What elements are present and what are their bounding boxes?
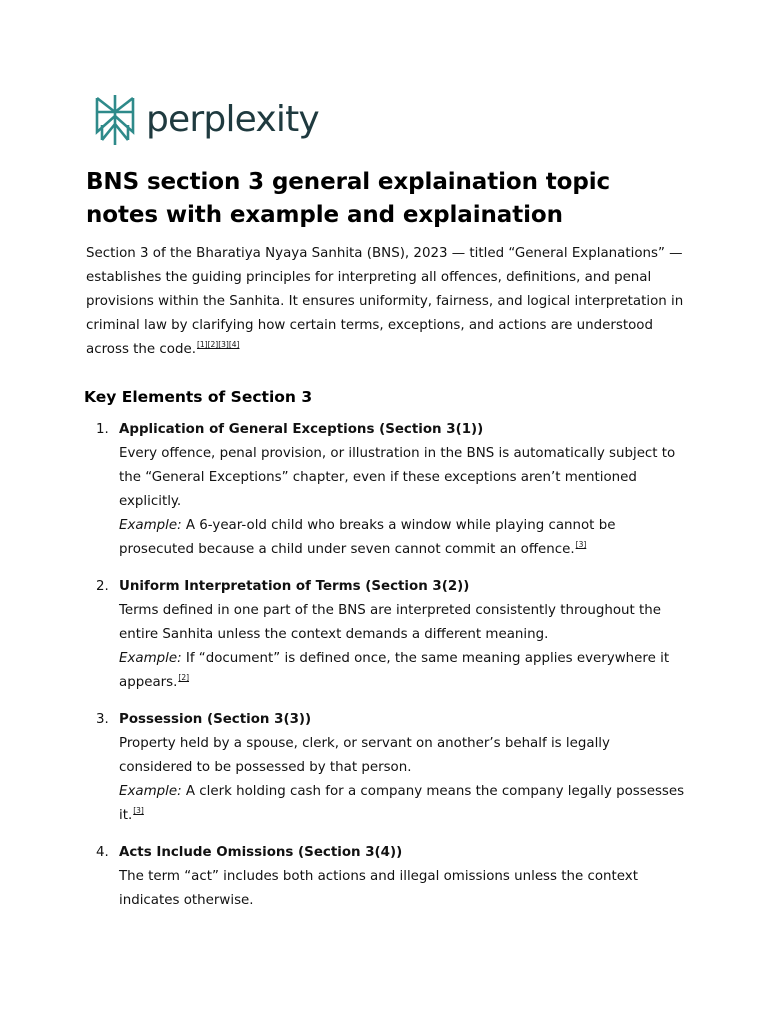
item-title: Acts Include Omissions (Section 3(4)) — [119, 845, 403, 860]
key-elements-list — [86, 418, 686, 913]
item-title: Uniform Interpretation of Terms (Section 3(2)) — [119, 579, 470, 594]
example-label: Example: — [119, 784, 182, 799]
list-item — [86, 575, 686, 695]
item-number: 4. — [96, 845, 109, 860]
brand-name: perplexity — [146, 99, 319, 140]
section-heading: Key Elements of Section 3 — [84, 388, 313, 406]
intro-citations-link[interactable]: [1][2][3][4] — [196, 340, 240, 349]
document-title: BNS section 3 general explaination topic notes with example and explaination — [86, 169, 611, 228]
item-number: 2. — [96, 579, 109, 594]
perplexity-logo-icon — [94, 94, 136, 146]
item-title: Application of General Exceptions (Section 3(1)) — [119, 422, 484, 437]
citation-link[interactable]: [2] — [178, 673, 190, 682]
example-text: A clerk holding cash for a company means the company legally possesses it. — [119, 784, 685, 823]
document-content — [86, 166, 686, 926]
example-label: Example: — [119, 518, 182, 533]
item-body: The term “act” includes both actions and illegal omissions unless the context indicates otherwise. — [119, 869, 638, 908]
intro-paragraph — [86, 242, 686, 362]
item-number: 3. — [96, 712, 109, 727]
item-example — [119, 514, 686, 562]
item-number: 1. — [96, 422, 109, 437]
citation-link[interactable]: [3] — [133, 806, 144, 815]
example-text: If “document” is defined once, the same meaning applies everywhere it appears. — [119, 651, 670, 690]
list-item — [86, 708, 686, 828]
example-text: A 6-year-old child who breaks a window while playing cannot be prosecuted because a child under seven cannot commit an offence. — [119, 518, 616, 557]
brand-logo — [94, 94, 319, 146]
item-body: Property held by a spouse, clerk, or servant on another’s behalf is legally considered to be possessed by that person. — [119, 736, 610, 775]
item-body: Every offence, penal provision, or illustration in the BNS is automatically subject to the “General Exceptions” chapter, even if these exceptions aren’t mentioned explicitly. — [119, 446, 676, 509]
item-example — [119, 647, 686, 695]
list-item — [86, 841, 686, 913]
citation-link[interactable]: [3] — [575, 540, 587, 549]
item-example — [119, 780, 686, 828]
list-item — [86, 418, 686, 562]
example-label: Example: — [119, 651, 182, 666]
intro-text: Section 3 of the Bharatiya Nyaya Sanhita (BNS), 2023 — titled “General Explanations” — establishes the guiding principles for interpreting all offences, definitions, and penal provisions within the Sanhita. It ensures uniformity, fairness, and logical interpretation in criminal law by clarifying how certain terms, exceptions, and actions are understood across the code. — [86, 246, 684, 357]
item-title: Possession (Section 3(3)) — [119, 712, 312, 727]
item-body: Terms defined in one part of the BNS are interpreted consistently throughout the entire Sanhita unless the context demands a different meaning. — [119, 603, 661, 642]
